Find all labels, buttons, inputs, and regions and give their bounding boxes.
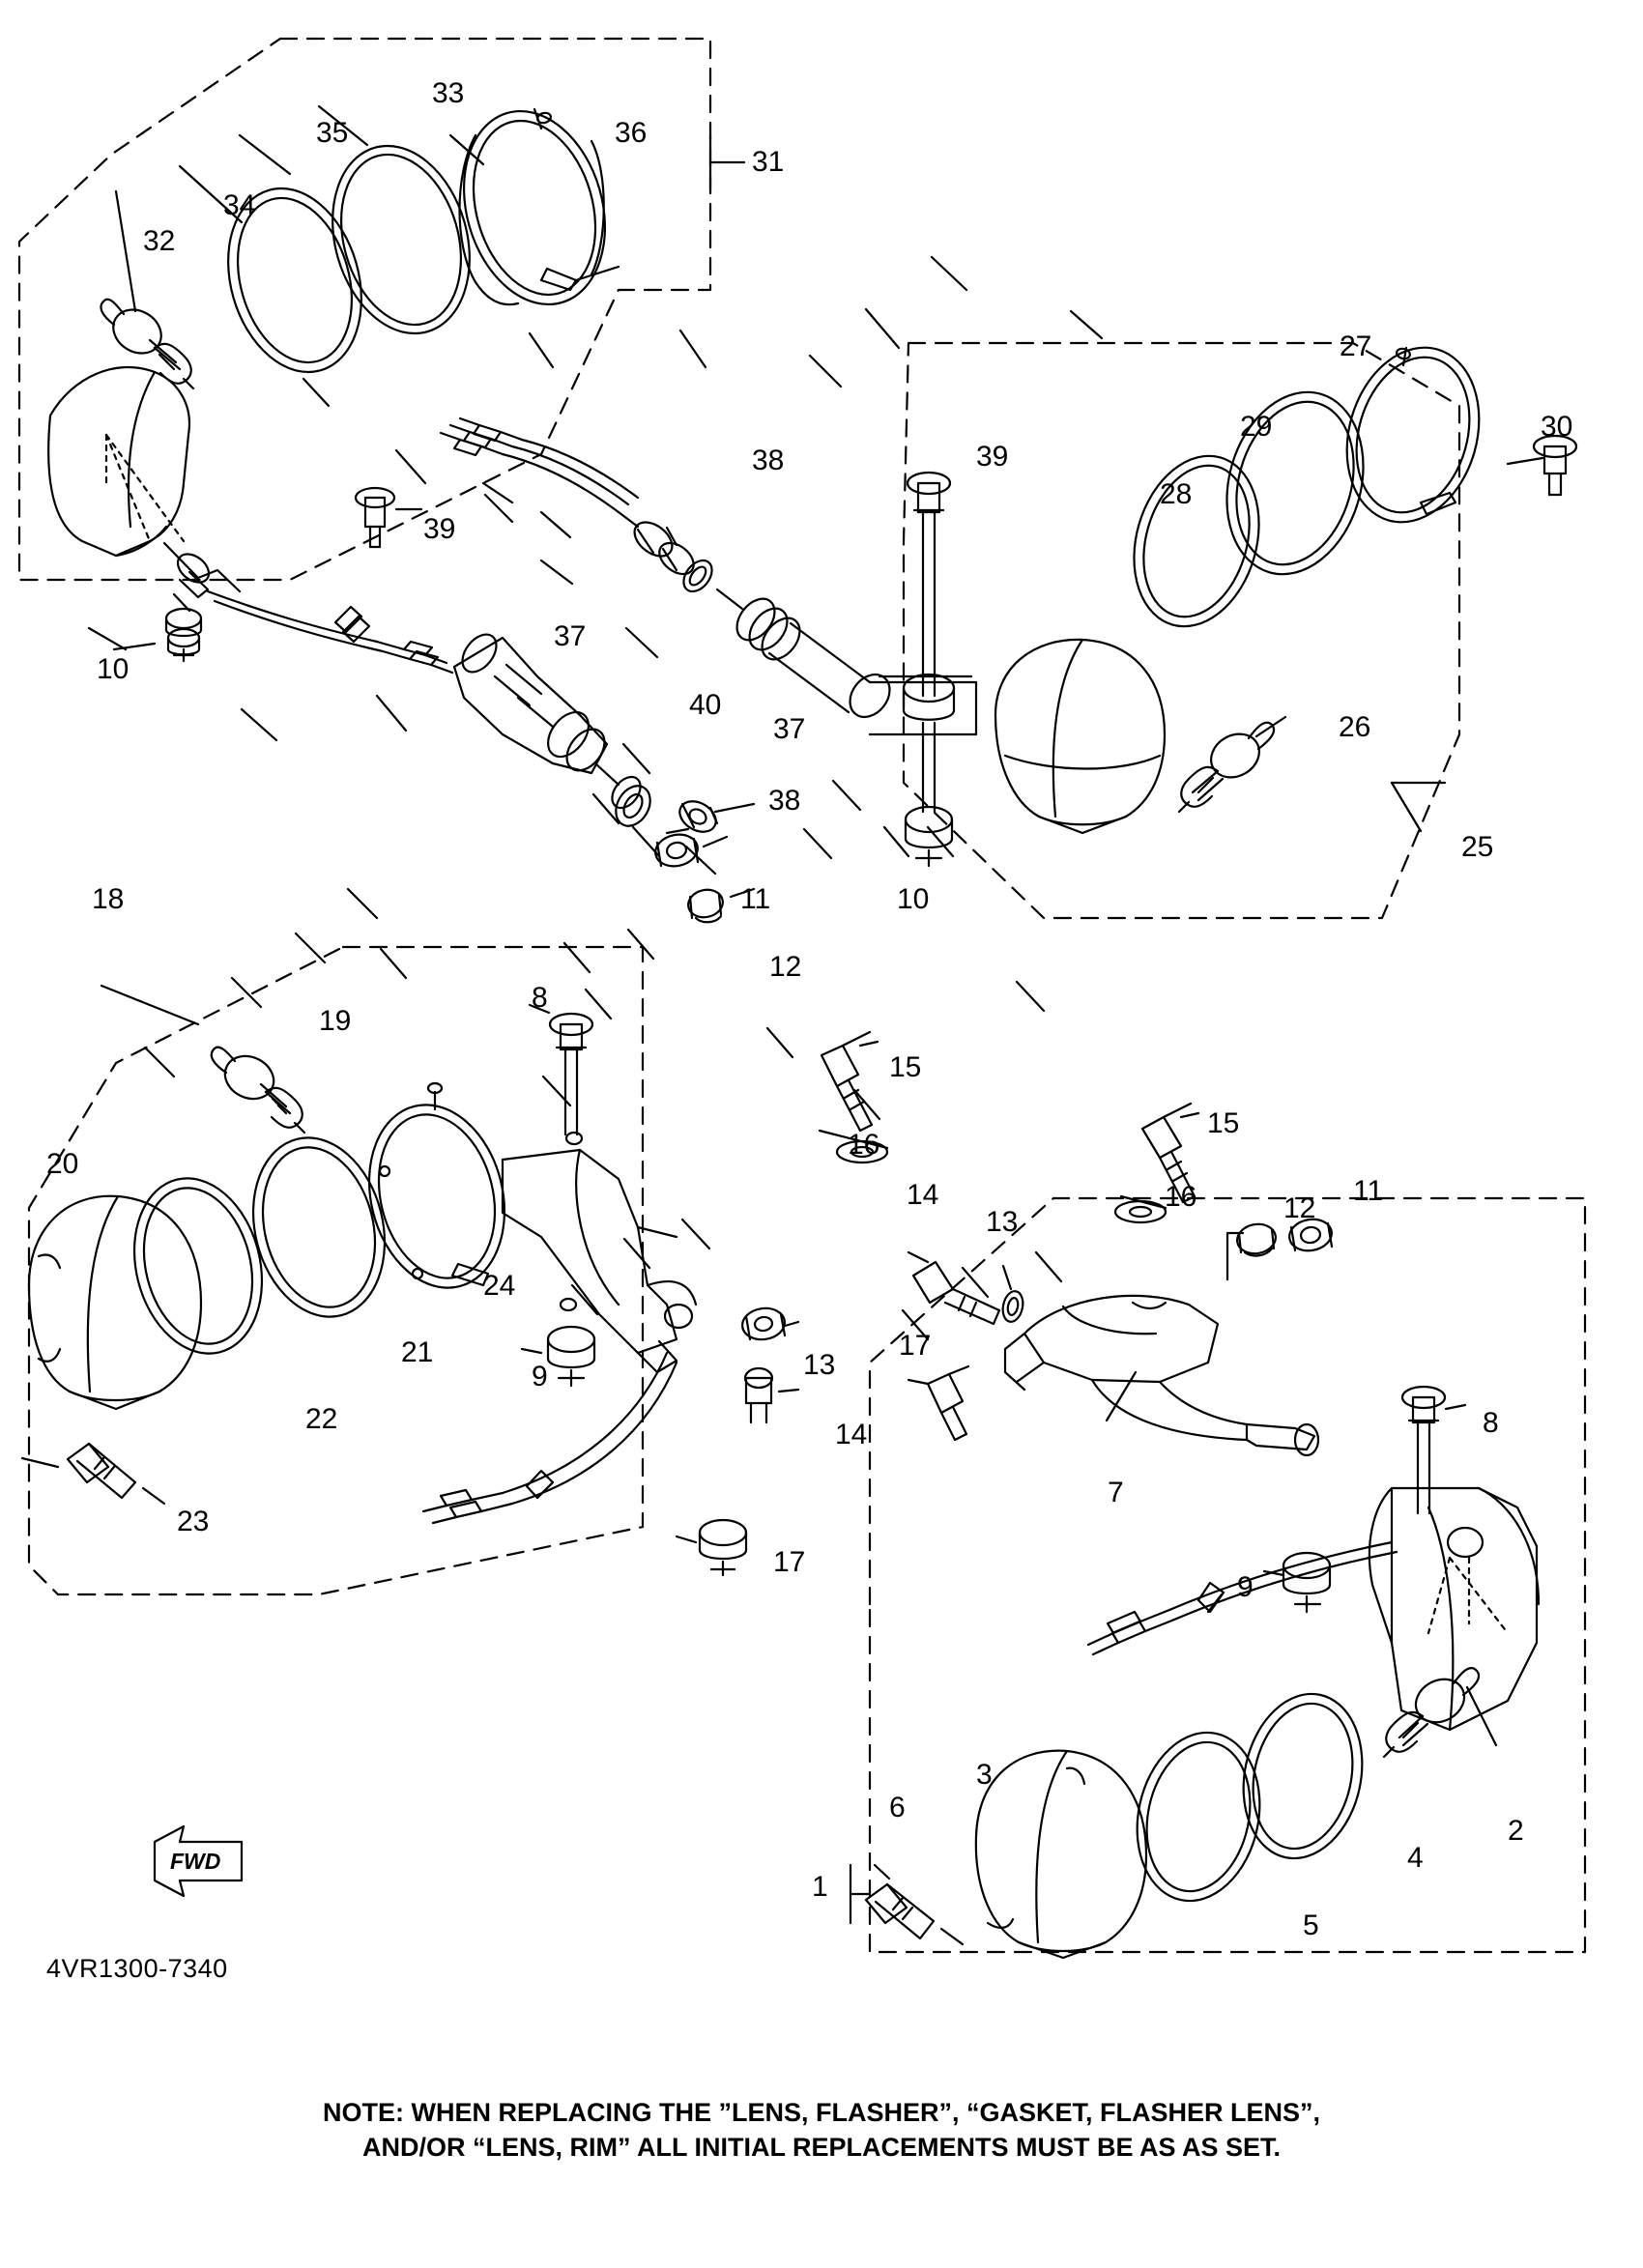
callout-17-right: 17 — [899, 1330, 932, 1362]
callout-32: 32 — [143, 225, 176, 257]
callout-18: 18 — [92, 883, 125, 915]
callout-8-left: 8 — [532, 982, 548, 1014]
callout-26: 26 — [1339, 711, 1371, 743]
callout-11-right: 11 — [1353, 1175, 1384, 1207]
callout-16-right: 16 — [1165, 1181, 1197, 1213]
callout-35: 35 — [316, 117, 349, 149]
callout-12-center: 12 — [769, 951, 802, 983]
callout-38-lower: 38 — [768, 785, 801, 817]
diagram-part-number: 4VR1300-7340 — [46, 1954, 228, 1983]
replacement-note-line1: NOTE: WHEN REPLACING THE ”LENS, FLASHER”, “GASKET, FLASHER LENS”, — [322, 2098, 1321, 2127]
callout-25: 25 — [1461, 831, 1494, 863]
callout-13-left: 13 — [803, 1349, 836, 1381]
replacement-note — [0, 2095, 1643, 2166]
replacement-note-line2: AND/OR “LENS, RIM” ALL INITIAL REPLACEMENTS MUST BE AS AS SET. — [361, 2133, 1282, 2163]
callout-10-center: 10 — [897, 883, 930, 915]
callout-39-upper: 39 — [976, 441, 1009, 473]
callout-13-right: 13 — [986, 1206, 1019, 1238]
callout-15-left: 15 — [889, 1051, 922, 1083]
callout-11-center: 11 — [740, 883, 771, 915]
callout-39-left: 39 — [423, 513, 456, 545]
callout-23: 23 — [177, 1506, 210, 1537]
callout-9-left: 9 — [532, 1361, 548, 1392]
callout-14-left: 14 — [835, 1419, 868, 1450]
callout-29: 29 — [1240, 411, 1273, 443]
callout-7: 7 — [1108, 1477, 1124, 1508]
callout-10-left: 10 — [97, 653, 130, 685]
callout-16-left: 16 — [848, 1129, 880, 1161]
callout-38-upper: 38 — [752, 445, 785, 476]
callout-34: 34 — [223, 189, 256, 221]
callout-24: 24 — [483, 1270, 516, 1302]
callout-31: 31 — [752, 146, 785, 178]
fwd-label: FWD — [170, 1849, 221, 1874]
callout-2: 2 — [1508, 1815, 1524, 1847]
callout-12-right: 12 — [1283, 1192, 1316, 1224]
callout-20: 20 — [46, 1148, 79, 1180]
callout-30: 30 — [1541, 411, 1573, 443]
callout-17-left: 17 — [773, 1546, 806, 1578]
callout-27: 27 — [1340, 330, 1372, 362]
callout-3: 3 — [976, 1759, 993, 1791]
callout-37-left: 37 — [554, 620, 587, 652]
callout-22: 22 — [305, 1403, 338, 1435]
callout-37-right: 37 — [773, 713, 806, 745]
callout-9-right: 9 — [1237, 1571, 1254, 1603]
callout-40: 40 — [689, 689, 722, 721]
callout-21: 21 — [401, 1336, 434, 1368]
callout-4: 4 — [1407, 1842, 1424, 1874]
callout-28: 28 — [1160, 478, 1193, 510]
callout-19: 19 — [319, 1005, 352, 1037]
callout-6: 6 — [889, 1792, 906, 1823]
callout-36: 36 — [615, 117, 648, 149]
callout-1: 1 — [812, 1871, 828, 1903]
callout-15-right: 15 — [1207, 1107, 1240, 1139]
callout-33: 33 — [432, 77, 465, 109]
callout-8-right: 8 — [1483, 1407, 1499, 1439]
callout-5: 5 — [1303, 1909, 1319, 1941]
callout-14-right: 14 — [907, 1179, 939, 1211]
